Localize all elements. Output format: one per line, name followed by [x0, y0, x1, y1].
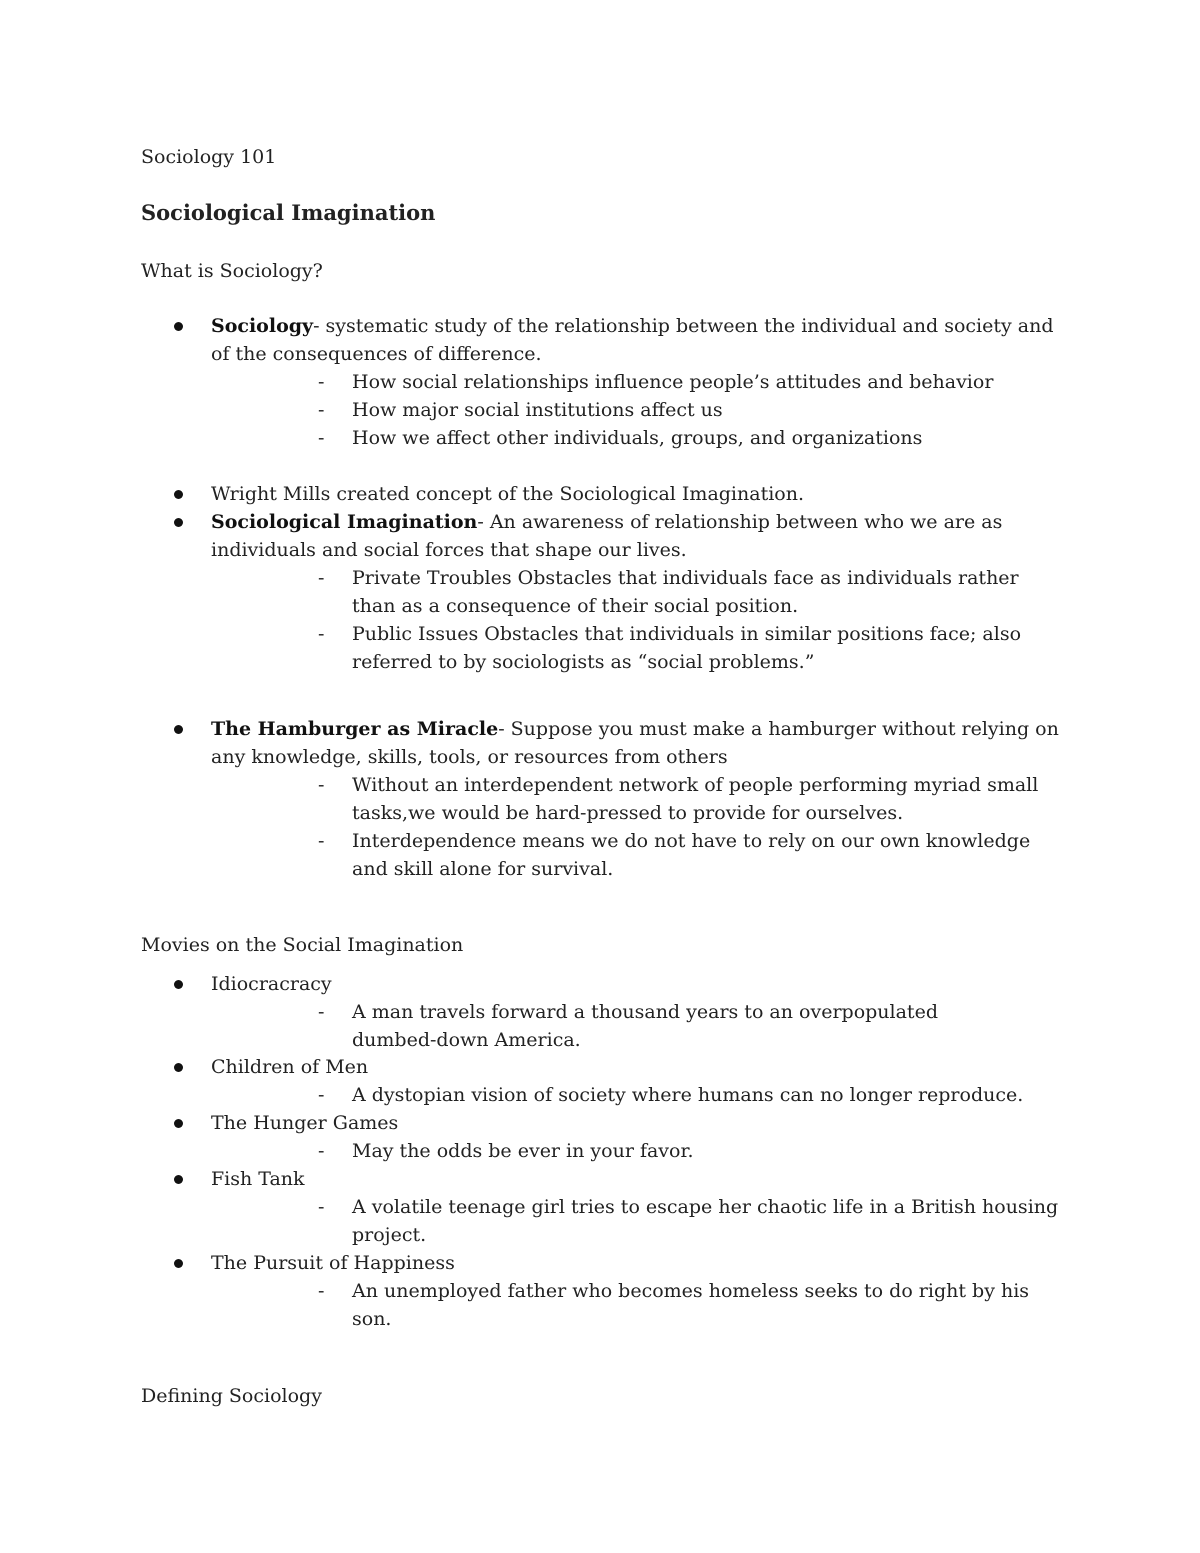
bullet-icon	[174, 518, 183, 527]
bullet-icon	[174, 725, 183, 734]
sub-item	[318, 998, 1062, 1054]
bullet-icon	[174, 1119, 183, 1128]
sub-item: - How we affect other individuals, groups, and organizations	[352, 424, 1062, 452]
dash-icon: -	[318, 1140, 325, 1162]
sub-item	[318, 1277, 1062, 1333]
dash-icon: -	[318, 567, 325, 589]
movie-desc: May the odds be ever in your favor.	[352, 1140, 694, 1162]
bullet-icon	[174, 490, 183, 499]
dash-icon: -	[318, 399, 325, 421]
list-item	[211, 970, 1061, 998]
dash-icon: -	[318, 830, 325, 852]
movie-title: Fish Tank	[211, 1168, 305, 1190]
sub-item: - How social relationships influence people’s attitudes and behavior	[352, 368, 1062, 396]
dash-icon: -	[318, 427, 325, 449]
list-item	[211, 480, 1061, 508]
bullet-icon	[174, 1259, 183, 1268]
movie-desc: A dystopian vision of society where humans can no longer reproduce.	[352, 1084, 1024, 1106]
list-item	[211, 715, 1061, 771]
term-sociology: Sociology	[211, 315, 314, 337]
movie-title: The Hunger Games	[211, 1112, 399, 1134]
list-item	[211, 1109, 1061, 1137]
dash-icon: -	[318, 1084, 325, 1106]
term-imagination: Sociological Imagination	[211, 511, 478, 533]
movie-title: The Pursuit of Happiness	[211, 1252, 455, 1274]
list-item	[211, 312, 1061, 368]
defining-heading: Defining Sociology	[141, 1385, 322, 1407]
list-item	[211, 508, 1061, 564]
dash-icon: -	[318, 1196, 325, 1218]
bullet-icon	[174, 1175, 183, 1184]
movie-title: Idiocracracy	[211, 973, 332, 995]
definition-sociology: - systematic study of the relationship between the individual and society and of the consequences of difference.	[211, 315, 1054, 365]
sub-item	[318, 1193, 1062, 1249]
definition-hamburger: - Suppose you must make a hamburger without relying on any knowledge, skills, tools, or resources from others	[211, 718, 1059, 768]
sub-item: - Private Troubles Obstacles that individuals face as individuals rather than as a consequence of their social position.	[352, 564, 1062, 620]
definition-imagination: - An awareness of relationship between who we are as individuals and social forces that shape our lives.	[211, 511, 1003, 561]
sub-item: - How major social institutions affect us	[352, 396, 1062, 424]
section-heading: Sociological Imagination	[141, 200, 436, 225]
list-item	[211, 1249, 1061, 1277]
dash-icon: -	[318, 1001, 325, 1023]
term-hamburger: The Hamburger as Miracle	[211, 718, 499, 740]
bullet-icon	[174, 980, 183, 989]
movie-desc: A volatile teenage girl tries to escape her chaotic life in a British housing project.	[352, 1196, 1059, 1246]
dash-icon: -	[318, 1280, 325, 1302]
dash-icon: -	[318, 774, 325, 796]
movie-desc: An unemployed father who becomes homeless seeks to do right by his son.	[352, 1280, 1030, 1330]
mills-text: Wright Mills created concept of the Sociological Imagination.	[211, 483, 804, 505]
bullet-icon	[174, 322, 183, 331]
sub-item	[318, 1137, 1062, 1165]
bullet-icon	[174, 1063, 183, 1072]
sub-item: - Without an interdependent network of people performing myriad small tasks,we would be hard-pressed to provide for ourselves.	[352, 771, 1062, 827]
movie-title: Children of Men	[211, 1056, 369, 1078]
sub-item: - Interdependence means we do not have to rely on our own knowledge and skill alone for survival.	[352, 827, 1062, 883]
sub-item	[318, 1081, 1062, 1109]
sub-item: - Public Issues Obstacles that individuals in similar positions face; also referred to by sociologists as “social problems.”	[352, 620, 1062, 676]
dash-icon: -	[318, 623, 325, 645]
course-title: Sociology 101	[141, 146, 277, 168]
question-heading: What is Sociology?	[141, 260, 323, 282]
movie-desc: A man travels forward a thousand years to an overpopulated dumbed-down America.	[352, 1001, 938, 1051]
list-item	[211, 1053, 1061, 1081]
movies-heading: Movies on the Social Imagination	[141, 934, 464, 956]
list-item	[211, 1165, 1061, 1193]
dash-icon: -	[318, 371, 325, 393]
